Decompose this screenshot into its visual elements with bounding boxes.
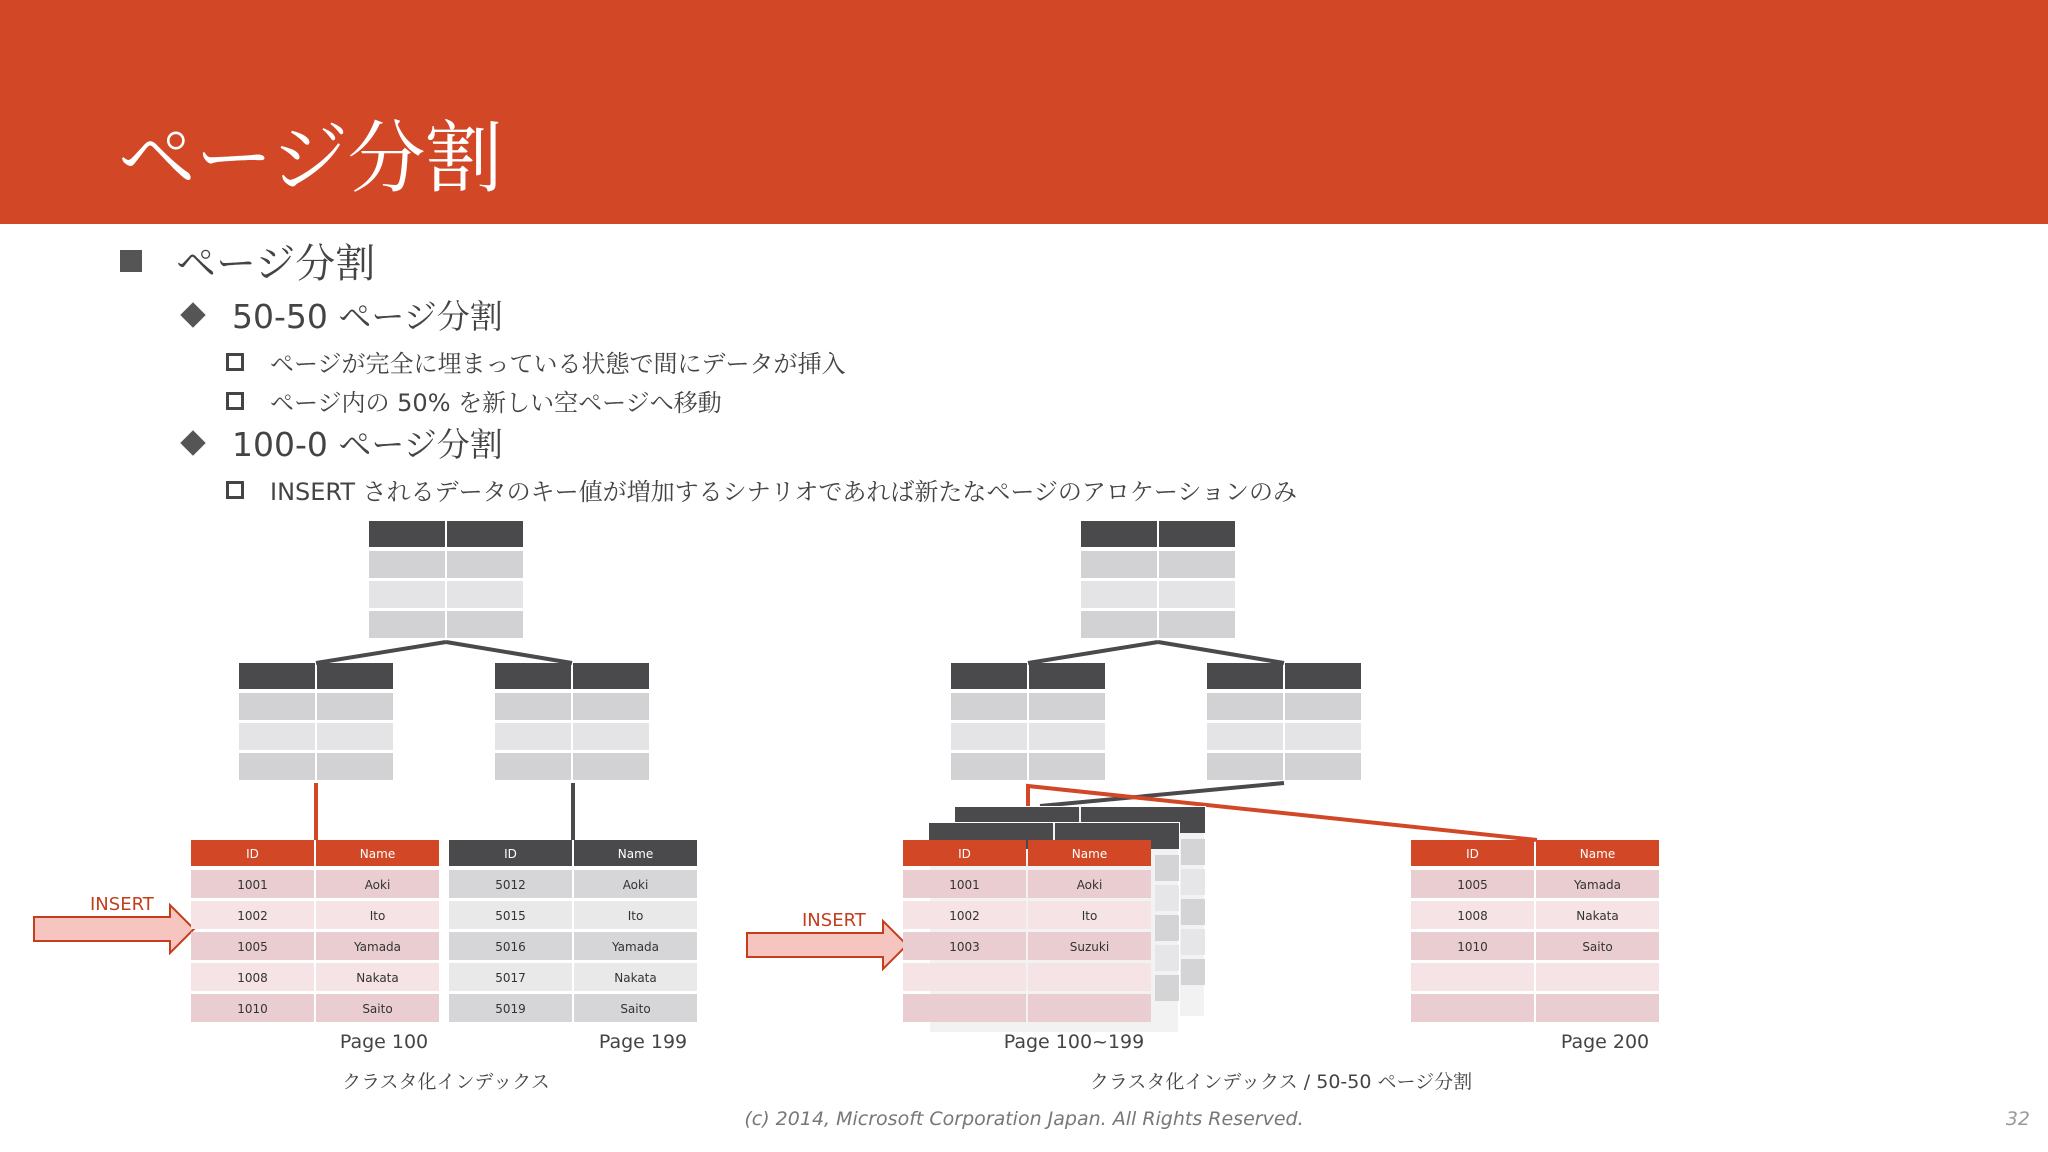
table-cell-text: Yamada [353,940,402,954]
table-cell-text: 1002 [237,909,268,923]
table-header-text: Name [617,847,654,861]
table-cell-text: Ito [369,909,386,923]
table-cell-text: Ito [1081,909,1098,923]
connector-line [1040,783,1284,806]
table-cell-text: Aoki [364,878,391,892]
bullet-text: ページが完全に埋まっている状態で間にデータが挿入 [270,350,846,378]
caption-left: クラスタ化インデックス [342,1071,550,1093]
label-page100: Page 100 [339,1031,429,1053]
slide-number: 32 [2005,1108,2030,1130]
table-cell [1536,963,1659,991]
table-cell-text: Ito [627,909,644,923]
table-page200 [1411,840,1659,1022]
index-branch-node-left-1 [239,663,393,780]
insert-label-left: INSERT [90,894,154,915]
insert-label-right: INSERT [802,910,866,931]
connector-line [446,642,572,663]
table-cell-text: 1003 [949,940,980,954]
table-page100 [191,840,439,1022]
table-cell [1411,994,1534,1022]
table-page199 [449,840,697,1022]
table-cell-text: 5016 [495,940,526,954]
table-cell [1536,994,1659,1022]
bullet-text: INSERT されるデータのキー値が増加するシナリオであれば新たなページのアロケーションのみ [270,478,1297,506]
table-cell [903,963,1026,991]
bullet-text: ページ分割 [176,241,376,287]
table-cell-text: 5019 [495,1002,526,1016]
table-header-text: Name [1071,847,1108,861]
table-header-text: ID [958,847,971,861]
caption-right: クラスタ化インデックス / 50-50 ページ分割 [1089,1071,1473,1093]
table-cell-text: Suzuki [1069,940,1110,954]
table-header-text: ID [504,847,517,861]
label-page199: Page 199 [598,1031,688,1053]
index-root-node-right [1081,521,1235,638]
table-cell [1411,963,1534,991]
index-branch-node-right-2 [1207,663,1361,780]
index-branch-node-left-2 [495,663,649,780]
table-header-text: Name [1579,847,1616,861]
copyright-footer: (c) 2014, Microsoft Corporation Japan. All Rights Reserved. [744,1108,1304,1130]
table-cell [903,994,1026,1022]
index-root-node-left [369,521,523,638]
table-cell-text: Nakata [614,971,657,985]
table-cell-text: 1002 [949,909,980,923]
bullet-text: ページ内の 50% を新しい空ページへ移動 [270,389,722,417]
label-page100-199: Page 100~199 [1003,1031,1145,1053]
table-cell-text: Yamada [1573,878,1622,892]
slide-title: ページ分割 [118,114,502,204]
table-cell-text: 5015 [495,909,526,923]
table-header-text: Name [359,847,396,861]
table-cell-text: Nakata [1576,909,1619,923]
connector-line [1028,642,1158,663]
table-header-text: ID [246,847,259,861]
table-cell-text: 1008 [237,971,268,985]
table-cell-text: Saito [620,1002,651,1016]
index-branch-node-right-1 [951,663,1105,780]
table-cell-text: 1001 [949,878,980,892]
bullet-text: 50-50 ページ分割 [232,297,503,336]
connector-line [1158,642,1284,663]
table-cell-text: Nakata [356,971,399,985]
table-cell-text: Yamada [611,940,660,954]
table-cell-text: 1010 [237,1002,268,1016]
table-cell-text: 1010 [1457,940,1488,954]
connector-line [316,642,446,663]
table-cell [1028,994,1151,1022]
table-cell [1028,963,1151,991]
label-page200: Page 200 [1560,1031,1650,1053]
table-cell-text: 5017 [495,971,526,985]
table-cell-text: 1008 [1457,909,1488,923]
table-cell-text: 1001 [237,878,268,892]
table-header-text: ID [1466,847,1479,861]
table-cell-text: Aoki [622,878,649,892]
table-cell-text: Saito [362,1002,393,1016]
table-cell-text: 1005 [237,940,268,954]
table-cell-text: Saito [1582,940,1613,954]
table-cell-text: 1005 [1457,878,1488,892]
bullet-text: 100-0 ページ分割 [232,425,503,464]
table-cell-text: Aoki [1076,878,1103,892]
table-cell-text: 5012 [495,878,526,892]
